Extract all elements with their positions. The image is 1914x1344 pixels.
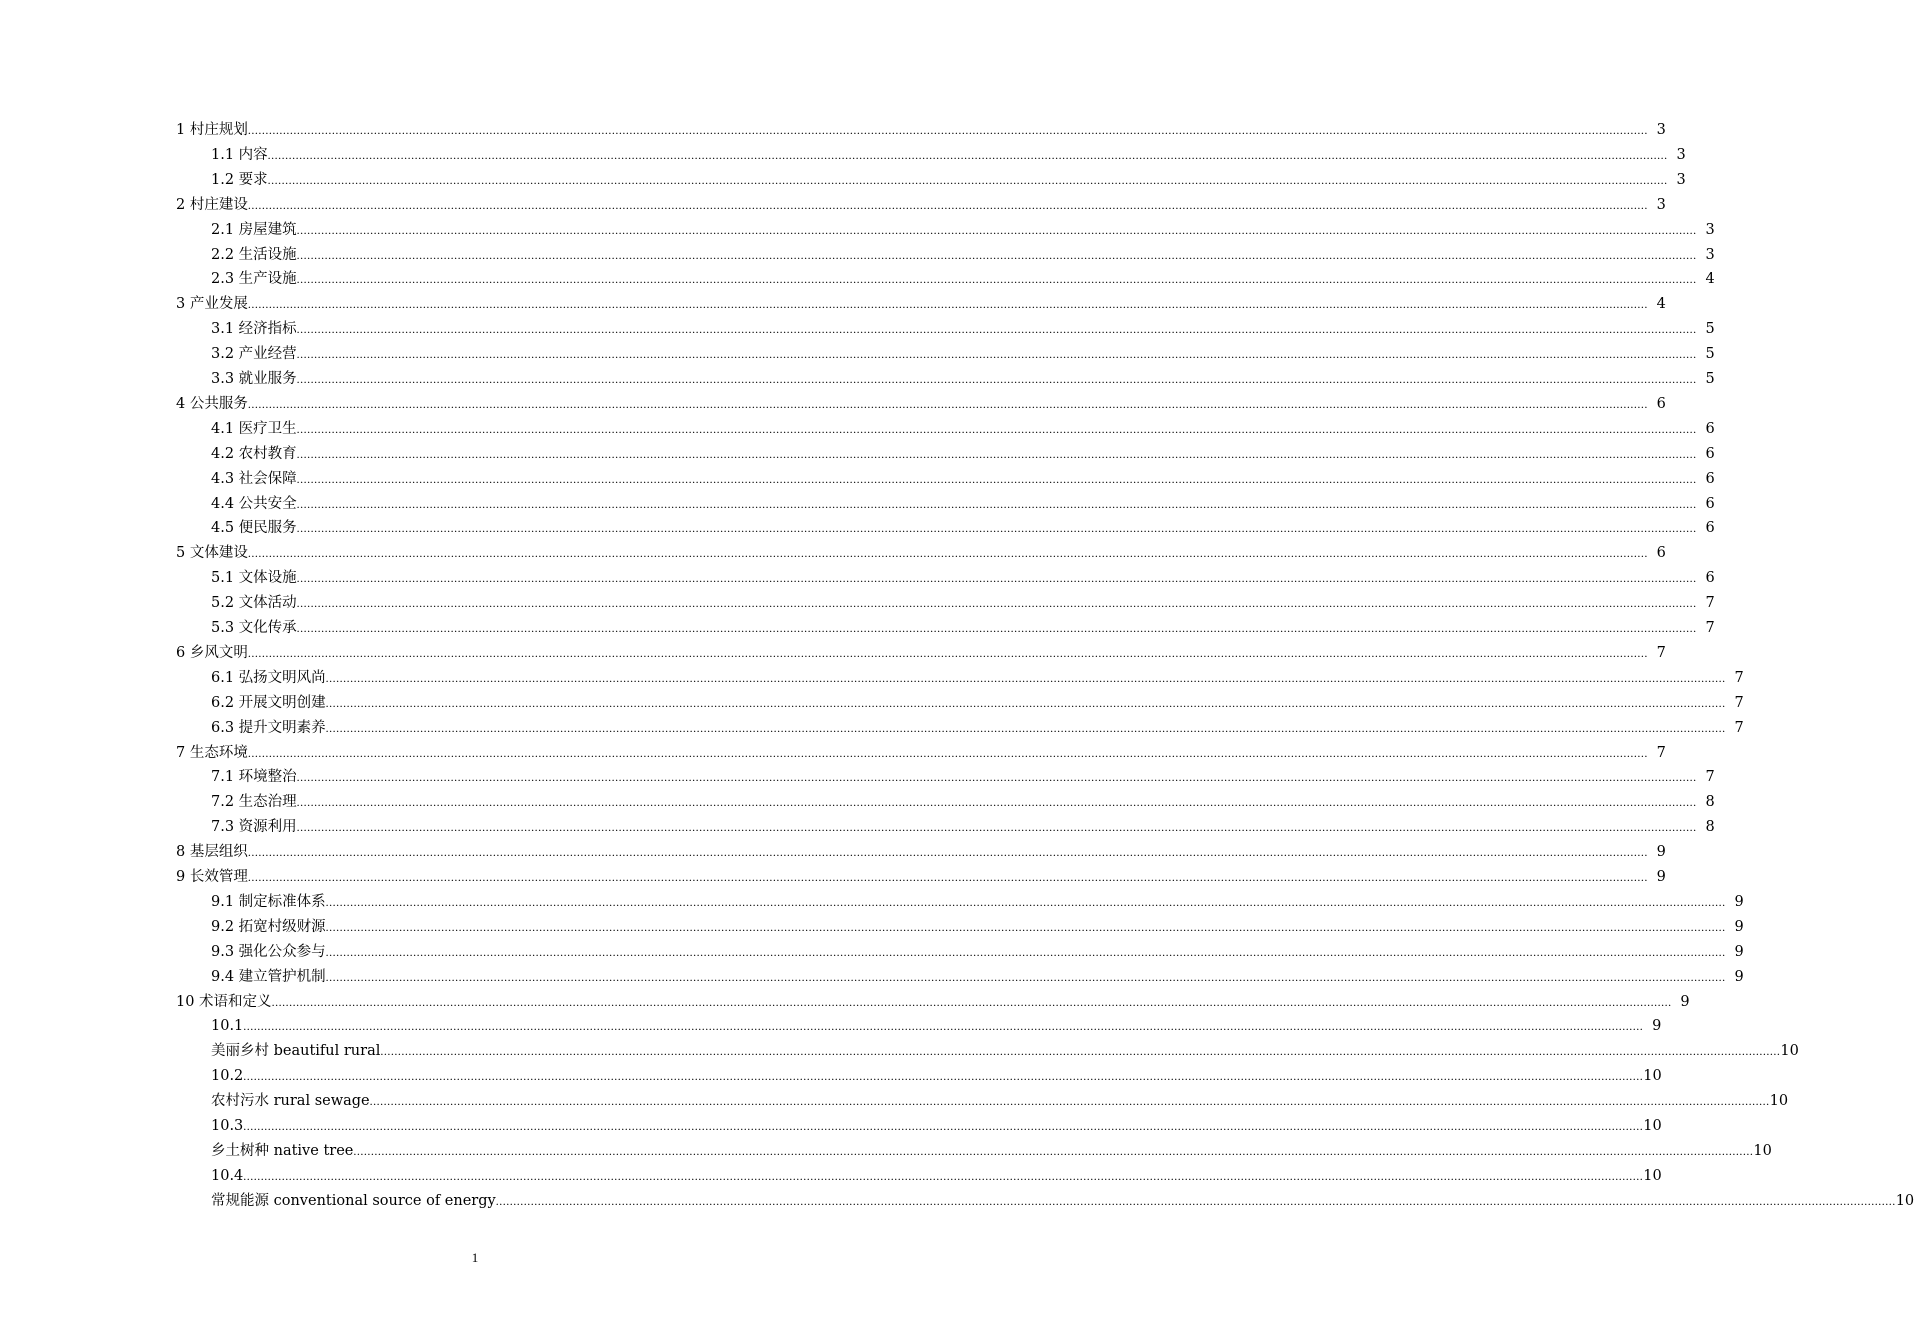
toc-entry-title: 美丽乡村 beautiful rural [211,1043,381,1060]
toc-entry[interactable] [211,1136,1772,1160]
toc-entry-title: 9.1 制定标准体系 [211,893,326,910]
toc-entry[interactable] [211,1111,1662,1135]
toc-entry-title: 1 村庄规划 [176,122,248,138]
toc-entry-page: 9 [1734,968,1744,985]
toc-entry-page: 6 [1656,395,1666,412]
toc-dot-leader: ................................................................................................................................................................................................................................................................................................................................................................................................................ [369,1094,1770,1109]
toc-entry[interactable] [211,489,1715,513]
toc-entry-page: 5 [1705,371,1715,387]
toc-entry-page: 10 [1643,1068,1662,1085]
toc-entry[interactable] [211,339,1715,363]
toc-entry-title: 10.1 [211,1018,244,1035]
toc-dot-leader: ................................................................................................................................................................................................................................................................................................................................................................................................................ [247,123,1648,137]
toc-entry[interactable] [211,787,1715,811]
toc-dot-leader: ................................................................................................................................................................................................................................................................................................................................................................................................................ [296,222,1697,237]
toc-dot-leader: ................................................................................................................................................................................................................................................................................................................................................................................................................ [325,944,1726,959]
toc-entry[interactable] [211,314,1715,338]
toc-entry-page: 3 [1705,246,1715,263]
toc-entry[interactable] [176,638,1666,662]
toc-dot-leader: ................................................................................................................................................................................................................................................................................................................................................................................................................ [247,845,1648,860]
toc-entry-page: 3 [1656,122,1666,138]
toc-entry-page: 4 [1656,296,1666,313]
toc-entry-title: 7 生态环境 [176,744,248,761]
toc-dot-leader: ................................................................................................................................................................................................................................................................................................................................................................................................................ [495,1193,1896,1208]
toc-entry-page: 6 [1705,495,1715,512]
toc-entry[interactable] [176,389,1666,413]
toc-dot-leader: ................................................................................................................................................................................................................................................................................................................................................................................................................ [296,272,1697,287]
toc-entry-page: 6 [1656,545,1666,562]
toc-entry-page: 3 [1705,221,1715,238]
toc-entry-title: 6.3 提升文明素养 [211,719,326,736]
toc-entry-title: 4.1 医疗卫生 [211,420,297,437]
toc-entry-title: 3.1 经济指标 [211,321,297,338]
toc-entry-title: 4.3 社会保障 [211,470,297,487]
toc-entry-title: 2.2 生活设施 [211,246,297,263]
toc-entry[interactable] [176,538,1666,562]
toc-entry-title: 10.4 [211,1167,244,1184]
toc-entry-page: 7 [1705,595,1715,612]
toc-entry[interactable] [211,1086,1789,1110]
toc-entry-title: 9.4 建立管护机制 [211,968,326,985]
toc-entry[interactable] [211,588,1715,612]
toc-entry[interactable] [211,1186,1914,1210]
toc-entry[interactable] [211,364,1715,388]
toc-entry[interactable] [211,663,1744,687]
toc-entry-title: 乡土树种 native tree [211,1142,354,1159]
toc-entry-page: 3 [1676,171,1686,188]
toc-dot-leader: ................................................................................................................................................................................................................................................................................................................................................................................................................ [267,172,1668,187]
toc-entry-title: 2.3 生产设施 [211,271,297,288]
toc-entry-page: 10 [1753,1142,1772,1159]
toc-entry-page: 7 [1705,769,1715,786]
toc-entry[interactable] [211,688,1744,712]
toc-entry-page: 7 [1656,644,1666,661]
toc-dot-leader: ................................................................................................................................................................................................................................................................................................................................................................................................................ [243,1019,1644,1034]
toc-entry-page: 9 [1734,893,1744,910]
toc-entry[interactable] [211,887,1744,911]
toc-entry-page: 9 [1734,943,1744,960]
toc-entry-page: 10 [1769,1093,1789,1110]
toc-dot-leader: ................................................................................................................................................................................................................................................................................................................................................................................................................ [296,421,1697,436]
toc-entry[interactable] [211,912,1744,936]
toc-entry-page: 6 [1705,420,1715,437]
toc-entry-page: 7 [1705,620,1715,636]
toc-entry-title: 8 基层组织 [176,844,248,861]
toc-entry-page: 10 [1643,1118,1662,1134]
toc-entry-page: 9 [1680,993,1690,1010]
toc-entry-page: 6 [1705,570,1715,587]
toc-entry-page: 7 [1734,719,1744,736]
toc-entry-title: 5.1 文体设施 [211,570,297,587]
toc-entry-title: 3.3 就业服务 [211,371,297,387]
toc-dot-leader: ................................................................................................................................................................................................................................................................................................................................................................................................................ [247,745,1648,760]
toc-dot-leader: ................................................................................................................................................................................................................................................................................................................................................................................................................ [296,621,1697,635]
toc-dot-leader: ................................................................................................................................................................................................................................................................................................................................................................................................................ [243,1168,1644,1183]
toc-entry[interactable] [211,264,1715,288]
toc-entry-title: 6.1 弘扬文明风尚 [211,669,326,686]
toc-entry-title: 3 产业发展 [176,296,248,313]
toc-entry-title: 7.2 生态治理 [211,794,297,811]
toc-entry[interactable] [176,987,1690,1011]
toc-dot-leader: ................................................................................................................................................................................................................................................................................................................................................................................................................ [325,695,1726,710]
toc-entry[interactable] [211,414,1715,438]
toc-entry-title: 9.3 强化公众参与 [211,943,326,960]
toc-entry[interactable] [176,862,1666,886]
toc-entry[interactable] [176,115,1666,139]
toc-dot-leader: ................................................................................................................................................................................................................................................................................................................................................................................................................ [325,720,1726,735]
toc-dot-leader: ................................................................................................................................................................................................................................................................................................................................................................................................................ [380,1044,1781,1059]
toc-entry-title: 3.2 产业经营 [211,346,297,363]
toc-entry-title: 1.2 要求 [211,171,268,188]
toc-entry[interactable] [211,713,1744,737]
toc-entry[interactable] [176,738,1666,762]
toc-entry-page: 7 [1656,744,1666,761]
page-number: 1 [471,1250,479,1265]
toc-dot-leader: ................................................................................................................................................................................................................................................................................................................................................................................................................ [296,795,1697,810]
toc-entry[interactable] [176,837,1666,861]
toc-entry[interactable] [211,215,1715,239]
toc-dot-leader: ................................................................................................................................................................................................................................................................................................................................................................................................................ [271,994,1672,1009]
toc-entry-title: 5 文体建设 [176,545,248,562]
toc-entry-page: 7 [1734,669,1744,686]
toc-dot-leader: ................................................................................................................................................................................................................................................................................................................................................................................................................ [243,1069,1644,1084]
toc-dot-leader: ................................................................................................................................................................................................................................................................................................................................................................................................................ [296,247,1697,262]
toc-entry-title: 1.1 内容 [211,146,268,163]
toc-dot-leader: ................................................................................................................................................................................................................................................................................................................................................................................................................ [325,670,1726,685]
toc-dot-leader: ................................................................................................................................................................................................................................................................................................................................................................................................................ [296,521,1697,536]
toc-dot-leader: ................................................................................................................................................................................................................................................................................................................................................................................................................ [243,1119,1644,1133]
toc-entry[interactable] [176,289,1666,313]
toc-entry-page: 8 [1705,819,1715,836]
toc-entry[interactable] [211,937,1744,961]
toc-entry-page: 10 [1780,1043,1799,1060]
toc-dot-leader: ................................................................................................................................................................................................................................................................................................................................................................................................................ [296,372,1697,386]
toc-dot-leader: ................................................................................................................................................................................................................................................................................................................................................................................................................ [296,571,1697,586]
toc-dot-leader: ................................................................................................................................................................................................................................................................................................................................................................................................................ [247,546,1648,561]
toc-dot-leader: ................................................................................................................................................................................................................................................................................................................................................................................................................ [296,596,1697,611]
toc-entry-page: 8 [1705,794,1715,811]
toc-entry-page: 9 [1734,918,1744,935]
toc-entry-page: 9 [1652,1018,1662,1035]
toc-entry[interactable] [211,812,1715,836]
toc-dot-leader: ................................................................................................................................................................................................................................................................................................................................................................................................................ [296,322,1697,337]
toc-entry-page: 4 [1705,271,1715,288]
toc-entry-title: 10.2 [211,1068,244,1085]
toc-dot-leader: ................................................................................................................................................................................................................................................................................................................................................................................................................ [247,870,1648,884]
toc-entry-title: 10 术语和定义 [176,993,272,1010]
toc-entry[interactable] [176,190,1666,214]
toc-entry-page: 9 [1656,869,1666,885]
toc-entry-title: 常规能源 conventional source of energy [211,1192,496,1209]
toc-entry[interactable] [211,962,1744,986]
toc-entry-page: 6 [1705,445,1715,462]
toc-entry[interactable] [211,1036,1799,1060]
toc-dot-leader: ................................................................................................................................................................................................................................................................................................................................................................................................................ [325,969,1726,984]
toc-entry-page: 3 [1656,196,1666,213]
toc-entry-page: 3 [1676,146,1686,163]
toc-entry-title: 5.2 文体活动 [211,595,297,612]
toc-entry[interactable] [211,1161,1662,1185]
toc-entry[interactable] [211,140,1686,164]
toc-dot-leader: ................................................................................................................................................................................................................................................................................................................................................................................................................ [247,645,1648,660]
toc-entry-title: 9 长效管理 [176,869,248,885]
toc-dot-leader: ................................................................................................................................................................................................................................................................................................................................................................................................................ [325,919,1726,934]
toc-entry-page: 6 [1705,470,1715,487]
toc-entry[interactable] [211,762,1715,786]
toc-entry-page: 10 [1895,1192,1914,1209]
toc-entry[interactable] [211,439,1715,463]
toc-entry-title: 10.3 [211,1118,244,1134]
toc-dot-leader: ................................................................................................................................................................................................................................................................................................................................................................................................................ [296,820,1697,835]
toc-entry-page: 5 [1705,346,1715,363]
toc-entry[interactable] [211,1011,1662,1035]
toc-entry[interactable] [211,513,1715,537]
toc-entry-page: 6 [1705,520,1715,537]
toc-dot-leader: ................................................................................................................................................................................................................................................................................................................................................................................................................ [247,197,1648,212]
toc-dot-leader: ................................................................................................................................................................................................................................................................................................................................................................................................................ [325,894,1726,909]
toc-entry[interactable] [211,613,1715,637]
toc-entry-page: 9 [1656,844,1666,861]
toc-entry[interactable] [211,165,1686,189]
toc-dot-leader: ................................................................................................................................................................................................................................................................................................................................................................................................................ [247,396,1648,411]
toc-entry-title: 7.3 资源利用 [211,819,297,836]
toc-entry-page: 10 [1643,1167,1662,1184]
toc-entry-title: 6.2 开展文明创建 [211,694,326,711]
toc-entry-title: 4.4 公共安全 [211,495,297,512]
toc-entry[interactable] [211,1061,1662,1085]
toc-entry-title: 4.5 便民服务 [211,520,297,537]
toc-entry[interactable] [211,240,1715,264]
toc-entry-title: 6 乡风文明 [176,644,248,661]
toc-entry[interactable] [211,563,1715,587]
toc-entry-title: 2.1 房屋建筑 [211,221,297,238]
toc-dot-leader: ................................................................................................................................................................................................................................................................................................................................................................................................................ [296,446,1697,461]
toc-dot-leader: ................................................................................................................................................................................................................................................................................................................................................................................................................ [296,496,1697,511]
toc-entry-title: 7.1 环境整治 [211,769,297,786]
toc-entry-page: 7 [1734,694,1744,711]
toc-dot-leader: ................................................................................................................................................................................................................................................................................................................................................................................................................ [247,297,1648,312]
toc-entry-title: 农村污水 rural sewage [211,1093,370,1110]
toc-entry[interactable] [211,464,1715,488]
toc-entry-title: 2 村庄建设 [176,196,248,213]
toc-entry-title: 4.2 农村教育 [211,445,297,462]
toc-entry-title: 9.2 拓宽村级财源 [211,918,326,935]
toc-entry-title: 4 公共服务 [176,395,248,412]
toc-dot-leader: ................................................................................................................................................................................................................................................................................................................................................................................................................ [296,471,1697,486]
toc-entry-title: 5.3 文化传承 [211,620,297,636]
toc-dot-leader: ................................................................................................................................................................................................................................................................................................................................................................................................................ [267,147,1668,162]
toc-dot-leader: ................................................................................................................................................................................................................................................................................................................................................................................................................ [296,347,1697,362]
toc-dot-leader: ................................................................................................................................................................................................................................................................................................................................................................................................................ [296,770,1697,785]
toc-dot-leader: ................................................................................................................................................................................................................................................................................................................................................................................................................ [353,1143,1754,1158]
toc-entry-page: 5 [1705,321,1715,338]
